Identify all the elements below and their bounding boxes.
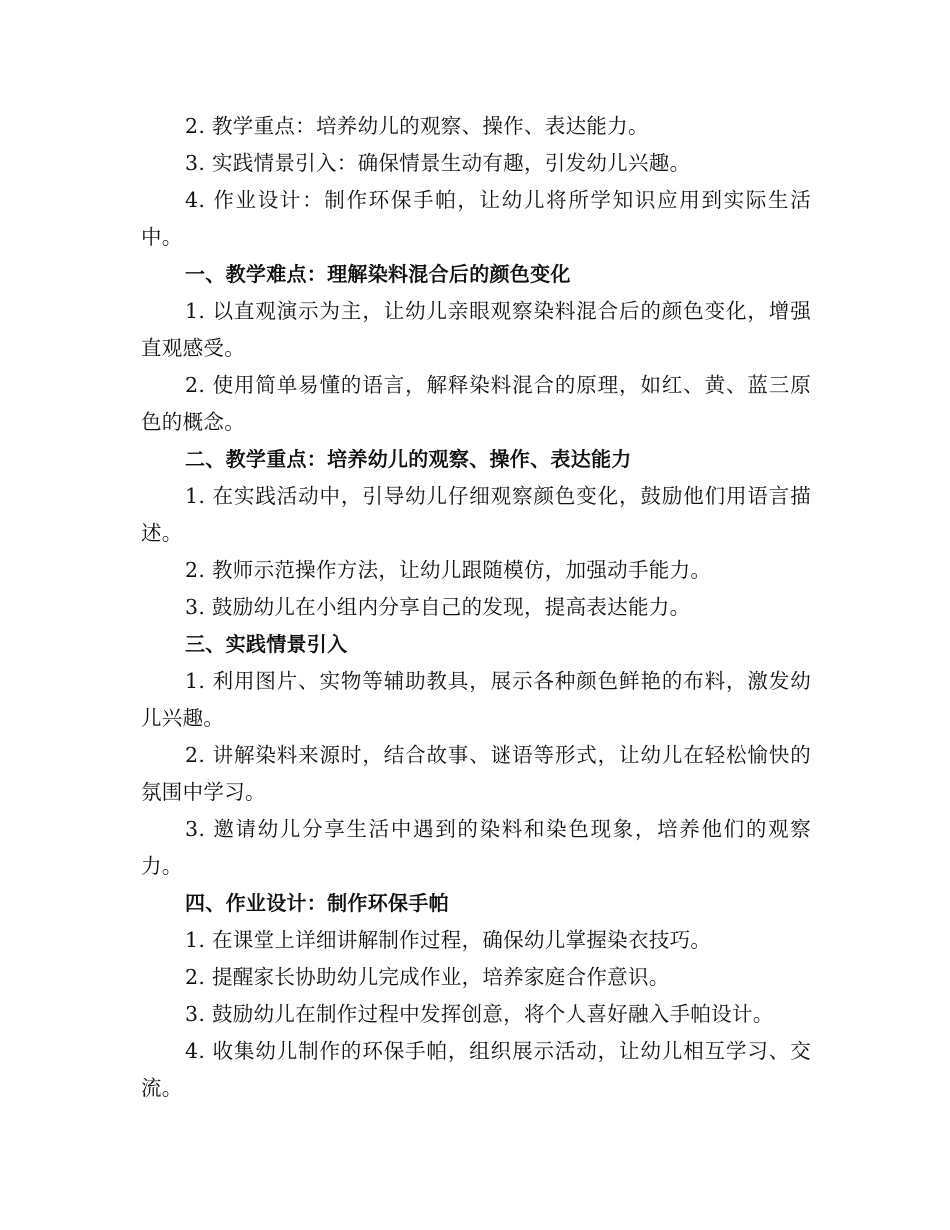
paragraph: 3. 邀请幼儿分享生活中遇到的染料和染色现象，培养他们的观察力。: [141, 817, 811, 878]
paragraph: 1. 以直观演示为主，让幼儿亲眼观察染料混合后的颜色变化，增强直观感受。: [141, 299, 811, 360]
paragraph: 4. 收集幼儿制作的环保手帕，组织展示活动，让幼儿相互学习、交流。: [141, 1039, 811, 1100]
paragraph: 3. 鼓励幼儿在制作过程中发挥创意，将个人喜好融入手帕设计。: [185, 1002, 774, 1026]
paragraph: 2. 教师示范操作方法，让幼儿跟随模仿，加强动手能力。: [185, 558, 712, 582]
paragraph: 2. 提醒家长协助幼儿完成作业，培养家庭合作意识。: [185, 965, 670, 989]
paragraph: 1. 在课堂上详细讲解制作过程，确保幼儿掌握染衣技巧。: [185, 928, 712, 952]
section-heading-2: 二、教学重点：培养幼儿的观察、操作、表达能力: [185, 447, 632, 471]
paragraph: 1. 利用图片、实物等辅助教具，展示各种颜色鲜艳的布料，激发幼儿兴趣。: [141, 669, 811, 730]
paragraph: 2. 讲解染料来源时，结合故事、谜语等形式，让幼儿在轻松愉快的氛围中学习。: [141, 743, 811, 804]
paragraph: 2. 教学重点：培养幼儿的观察、操作、表达能力。: [185, 114, 649, 138]
paragraph: 1. 在实践活动中，引导幼儿仔细观察颜色变化，鼓励他们用语言描述。: [141, 484, 811, 545]
paragraph: 3. 鼓励幼儿在小组内分享自己的发现，提高表达能力。: [185, 595, 691, 619]
paragraph: 4. 作业设计：制作环保手帕，让幼儿将所学知识应用到实际生活中。: [141, 188, 811, 249]
document-body: [141, 108, 811, 1107]
section-heading-1: 一、教学难点：理解染料混合后的颜色变化: [185, 262, 571, 286]
section-heading-3: 三、实践情景引入: [185, 632, 348, 656]
paragraph: 3. 实践情景引入：确保情景生动有趣，引发幼儿兴趣。: [185, 151, 691, 175]
paragraph: 2. 使用简单易懂的语言，解释染料混合的原理，如红、黄、蓝三原色的概念。: [141, 373, 811, 434]
section-heading-4: 四、作业设计：制作环保手帕: [185, 891, 449, 915]
